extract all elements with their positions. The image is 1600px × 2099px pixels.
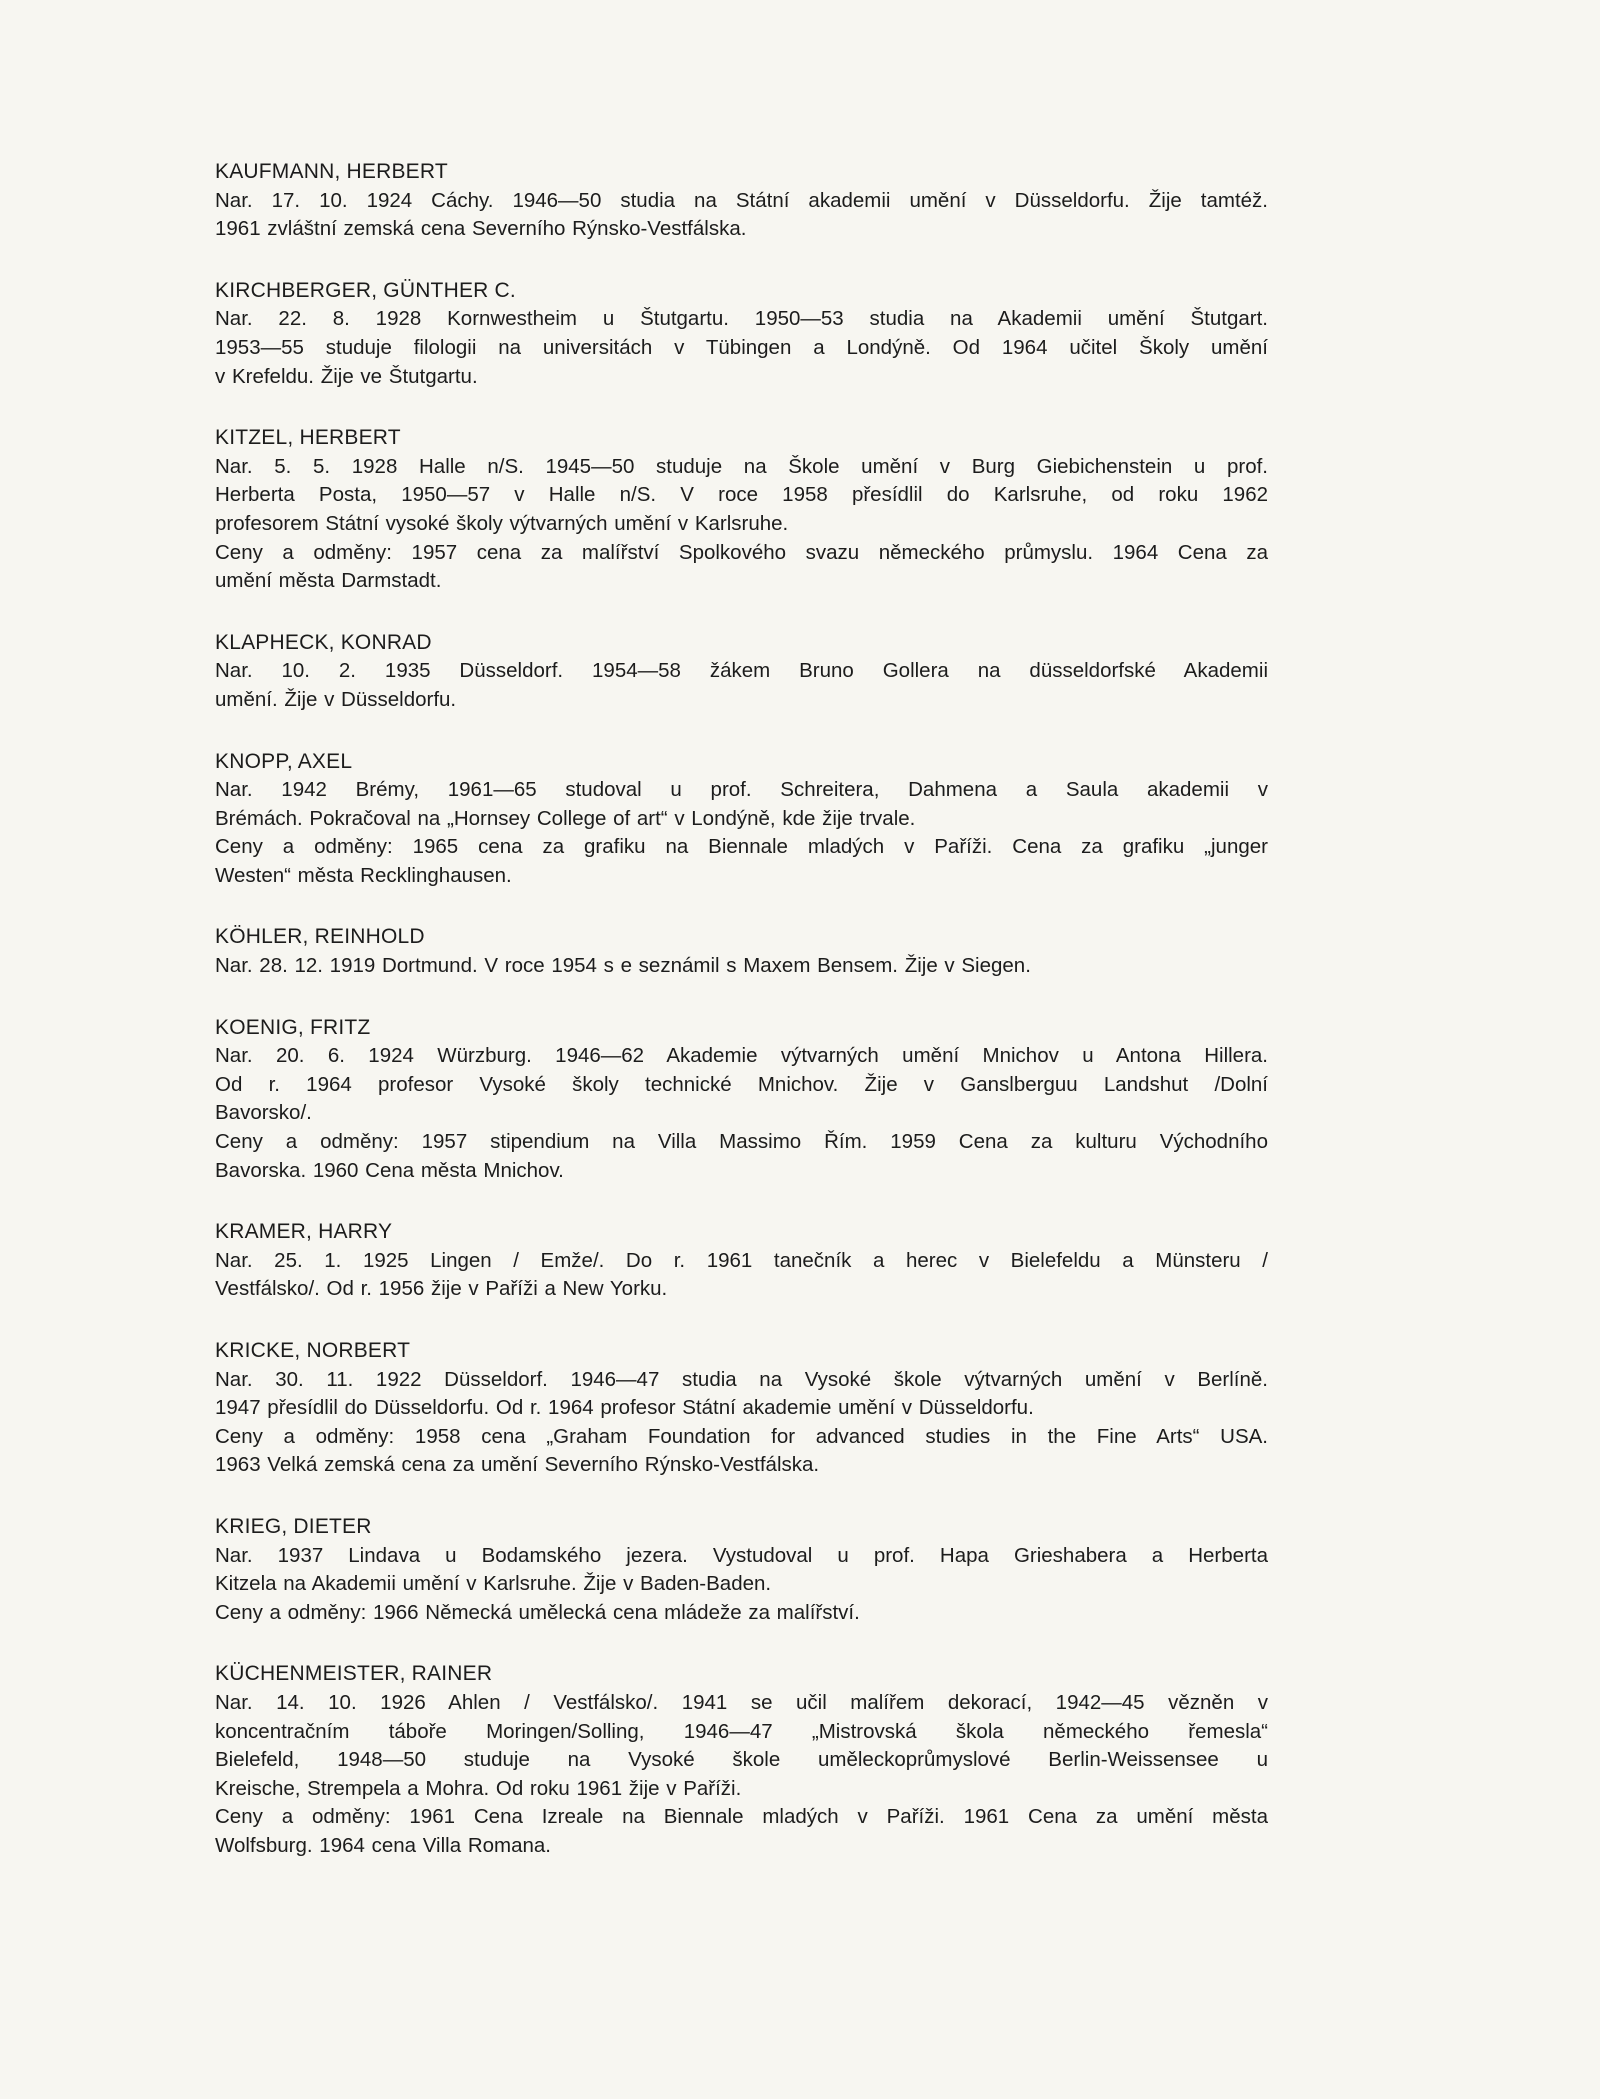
artist-name: KLAPHECK, KONRAD	[215, 630, 432, 654]
text-line: Kitzela na Akademii umění v Karlsruhe. Žije v Baden-Baden.	[215, 1572, 772, 1596]
artist-name: KRAMER, HARRY	[215, 1220, 393, 1244]
text-line: Nar. 14. 10. 1926 Ahlen / Vestfálsko/. 1941 se učil malířem dekorací, 1942—45 vězněn v	[215, 1690, 1268, 1714]
biography-paragraph	[215, 1366, 1268, 1423]
text-line: Westen“ města Recklinghausen.	[215, 863, 512, 887]
artist-entry	[215, 158, 1268, 244]
artist-entry	[215, 1660, 1268, 1860]
text-line: Vestfálsko/. Od r. 1956 žije v Paříži a New Yorku.	[215, 1277, 668, 1301]
text-line: Od r. 1964 profesor Vysoké školy technické Mnichov. Žije v Ganslberguu Landshut /Dolní	[215, 1072, 1268, 1096]
text-line: koncentračním táboře Moringen/Solling, 1946—47 „Mistrovská škola německého řemesla“	[215, 1719, 1268, 1743]
artist-entry	[215, 277, 1268, 391]
text-line: Bielefeld, 1948—50 studuje na Vysoké škole uměleckoprůmyslové Berlin-Weissensee u	[215, 1748, 1268, 1772]
text-line: 1961 zvláštní zemská cena Severního Rýnsko-Vestfálska.	[215, 217, 747, 241]
biography-paragraph	[215, 657, 1268, 714]
text-line: Nar. 25. 1. 1925 Lingen / Emže/. Do r. 1961 tanečník a herec v Bielefeldu a Münsteru /	[215, 1248, 1268, 1272]
awards-paragraph	[215, 539, 1268, 596]
text-line: Nar. 28. 12. 1919 Dortmund. V roce 1954 s e seznámil s Maxem Bensem. Žije v Siegen.	[215, 954, 1031, 978]
text-line: Kreische, Strempela a Mohra. Od roku 1961 žije v Paříži.	[215, 1776, 742, 1800]
artist-entry	[215, 1014, 1268, 1186]
text-line: Nar. 17. 10. 1924 Cáchy. 1946—50 studia na Státní akademii umění v Düsseldorfu. Žije tamtéž.	[215, 188, 1268, 212]
text-line: 1953—55 studuje filologii na universitách v Tübingen a Londýně. Od 1964 učitel Školy umění	[215, 335, 1268, 359]
text-line: Nar. 1937 Lindava u Bodamského jezera. Vystudoval u prof. Hapa Grieshabera a Herberta	[215, 1543, 1268, 1567]
awards-paragraph	[215, 833, 1268, 890]
text-line: Brémách. Pokračoval na „Hornsey College of art“ v Londýně, kde žije trvale.	[215, 806, 916, 830]
biography-paragraph	[215, 1542, 1268, 1599]
text-line: Nar. 20. 6. 1924 Würzburg. 1946—62 Akademie výtvarných umění Mnichov u Antona Hillera.	[215, 1044, 1268, 1068]
awards-paragraph	[215, 1423, 1268, 1480]
artist-entry	[215, 1513, 1268, 1627]
artist-entry	[215, 629, 1268, 715]
artist-name: KNOPP, AXEL	[215, 749, 353, 773]
text-line: Ceny a odměny: 1957 cena za malířství Spolkového svazu německého průmyslu. 1964 Cena za	[215, 540, 1268, 564]
biography-paragraph	[215, 1247, 1268, 1304]
text-line: Nar. 1942 Brémy, 1961—65 studoval u prof. Schreitera, Dahmena a Saula akademii v	[215, 778, 1268, 802]
awards-paragraph	[215, 1128, 1268, 1185]
text-line: profesorem Státní vysoké školy výtvarných umění v Karlsruhe.	[215, 511, 789, 535]
artist-name: KIRCHBERGER, GÜNTHER C.	[215, 278, 516, 302]
artist-name: KÖHLER, REINHOLD	[215, 925, 425, 949]
text-line: Nar. 22. 8. 1928 Kornwestheim u Štutgartu. 1950—53 studia na Akademii umění Štutgart.	[215, 307, 1268, 331]
artist-name: KÜCHENMEISTER, RAINER	[215, 1662, 493, 1686]
biography-paragraph	[215, 187, 1268, 244]
text-line: 1947 přesídlil do Düsseldorfu. Od r. 1964 profesor Státní akademie umění v Düsseldorfu.	[215, 1396, 1034, 1420]
text-line: umění. Žije v Düsseldorfu.	[215, 687, 457, 711]
artist-entry	[215, 424, 1268, 596]
artist-entry	[215, 1218, 1268, 1304]
text-line: Ceny a odměny: 1961 Cena Izreale na Biennale mladých v Paříži. 1961 Cena za umění města	[215, 1805, 1268, 1829]
text-line: Ceny a odměny: 1966 Německá umělecká cena mládeže za malířství.	[215, 1600, 860, 1624]
biography-paragraph	[215, 1689, 1268, 1803]
artist-entry	[215, 923, 1268, 980]
artist-name: KOENIG, FRITZ	[215, 1015, 371, 1039]
text-line: Ceny a odměny: 1965 cena za grafiku na Biennale mladých v Paříži. Cena za grafiku „junger	[215, 835, 1268, 859]
artist-entry	[215, 1337, 1268, 1480]
artist-name: KITZEL, HERBERT	[215, 426, 401, 450]
awards-paragraph	[215, 1803, 1268, 1860]
text-line: Bavorsko/.	[215, 1101, 312, 1125]
text-line: Ceny a odměny: 1957 stipendium na Villa Massimo Řím. 1959 Cena za kulturu Východního	[215, 1130, 1268, 1154]
text-line: Nar. 10. 2. 1935 Düsseldorf. 1954—58 žákem Bruno Gollera na düsseldorfské Akademii	[215, 659, 1268, 683]
text-line: Ceny a odměny: 1958 cena „Graham Foundation for advanced studies in the Fine Arts“ USA.	[215, 1424, 1268, 1448]
biography-paragraph	[215, 776, 1268, 833]
text-line: Nar. 5. 5. 1928 Halle n/S. 1945—50 studuje na Škole umění v Burg Giebichenstein u prof.	[215, 454, 1268, 478]
artist-name: KAUFMANN, HERBERT	[215, 160, 448, 183]
text-line: Bavorska. 1960 Cena města Mnichov.	[215, 1158, 564, 1182]
biography-paragraph	[215, 952, 1268, 981]
text-line: umění města Darmstadt.	[215, 569, 442, 593]
biography-paragraph	[215, 453, 1268, 539]
biography-paragraph	[215, 1042, 1268, 1128]
artist-name: KRICKE, NORBERT	[215, 1339, 411, 1362]
text-line: v Krefeldu. Žije ve Štutgartu.	[215, 364, 478, 388]
document-page	[215, 158, 1268, 1894]
biography-paragraph	[215, 305, 1268, 391]
text-line: Wolfsburg. 1964 cena Villa Romana.	[215, 1833, 551, 1857]
text-line: Nar. 30. 11. 1922 Düsseldorf. 1946—47 studia na Vysoké škole výtvarných umění v Berlíně.	[215, 1367, 1268, 1391]
artist-name: KRIEG, DIETER	[215, 1514, 372, 1538]
text-line: 1963 Velká zemská cena za umění Severního Rýnsko-Vestfálska.	[215, 1453, 820, 1477]
artist-entry	[215, 748, 1268, 891]
awards-paragraph	[215, 1599, 1268, 1628]
text-line: Herberta Posta, 1950—57 v Halle n/S. V roce 1958 přesídlil do Karlsruhe, od roku 1962	[215, 483, 1268, 507]
